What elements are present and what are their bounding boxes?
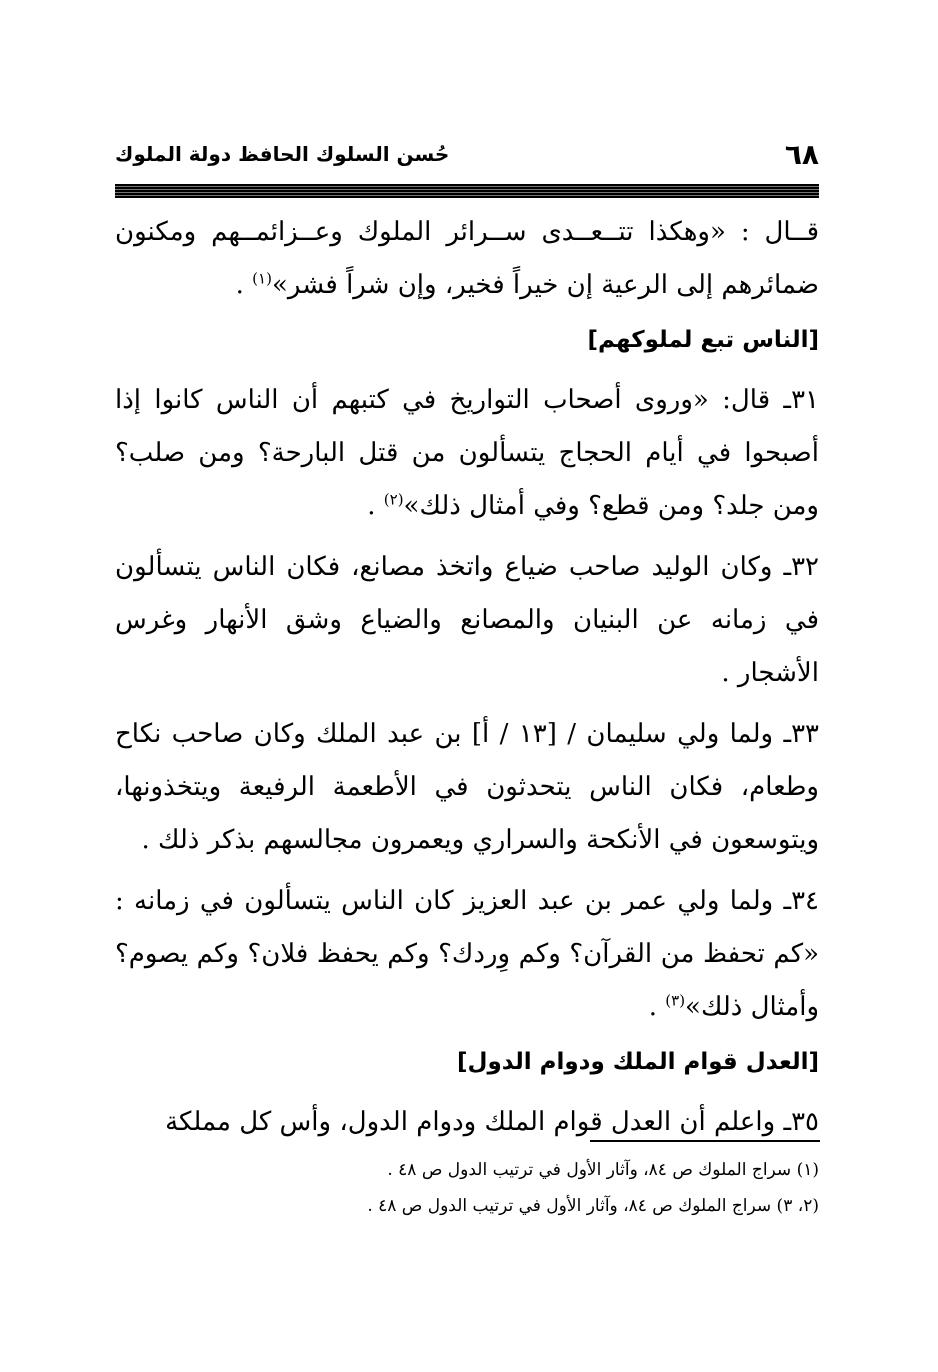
section-heading: [العدل قوام الملك ودوام الدول] <box>457 1049 819 1075</box>
paragraph-end: . <box>648 992 666 1022</box>
footnotes <box>115 1152 819 1224</box>
paragraph-text: ٣١ـ قال: «وروى أصحاب التواريخ في كتبهم أن الناس كانوا إذا أصبحوا في أيام الحجاج يتسألون من قتل البارحة؟ ومن صلب؟ ومن جلد؟ ومن قطع؟ وفي أمثال ذلك» <box>115 385 819 521</box>
section-heading: [الناس تبع لملوكهم] <box>587 327 819 353</box>
running-title: حُسن السلوك الحافظ دولة الملوك <box>115 142 450 166</box>
main-text <box>115 206 819 1157</box>
paragraph: ٣٥ـ واعلم أن العدل قوام الملك ودوام الدول، وأس كل مملكة <box>165 1107 819 1137</box>
header-rule <box>115 184 819 198</box>
paragraph <box>115 206 819 312</box>
page-number: ٦٨ <box>784 138 819 171</box>
paragraph <box>115 875 819 1034</box>
footnote-ref[interactable]: (٣) <box>665 991 686 1010</box>
paragraph: ٣٢ـ وكان الوليد صاحب ضياع واتخذ مصانع، فكان الناس يتسألون في زمانه عن البنيان والمصانع والضياع وشق الأنهار وغرس الأشجار . <box>115 552 819 688</box>
paragraph <box>115 374 819 533</box>
footnote: (٢، ٣) سراج الملوك ص ٨٤، وآثار الأول في ترتيب الدول ص ٤٨ . <box>367 1196 819 1216</box>
footnote-ref[interactable]: (٢) <box>383 490 404 509</box>
page-header <box>115 138 819 178</box>
paragraph-text: ٣٤ـ ولما ولي عمر بن عبد العزيز كان الناس يتسألون في زمانه : «كم تحفظ من القرآن؟ وكم وِردك؟ وكم يحفظ فلان؟ وكم يصوم؟ وأمثال ذلك» <box>115 886 819 1022</box>
paragraph: ٣٣ـ ولما ولي سليمان / [١٣ / أ] بن عبد الملك وكان صاحب نكاح وطعام، فكان الناس يتحدثون في الأطعمة الرفيعة ويتخذونها، ويتوسعون في الأنكحة والسراري ويعمرون مجالسهم بذكر ذلك . <box>115 719 820 855</box>
footnote-ref[interactable]: (١) <box>252 269 272 288</box>
footnote-separator <box>590 1140 820 1142</box>
paragraph-end: . <box>235 270 253 300</box>
paragraph-end: . <box>367 491 384 521</box>
paragraph-text: قــال : «وهكذا تتــعــدى ســرائر الملوك وعــزائمــهم ومكنون ضمائرهم إلى الرعية إن خيراً فخير، وإن شراً فشر» <box>115 217 819 300</box>
footnote: (١) سراج الملوك ص ٨٤، وآثار الأول في ترتيب الدول ص ٤٨ . <box>387 1160 819 1180</box>
